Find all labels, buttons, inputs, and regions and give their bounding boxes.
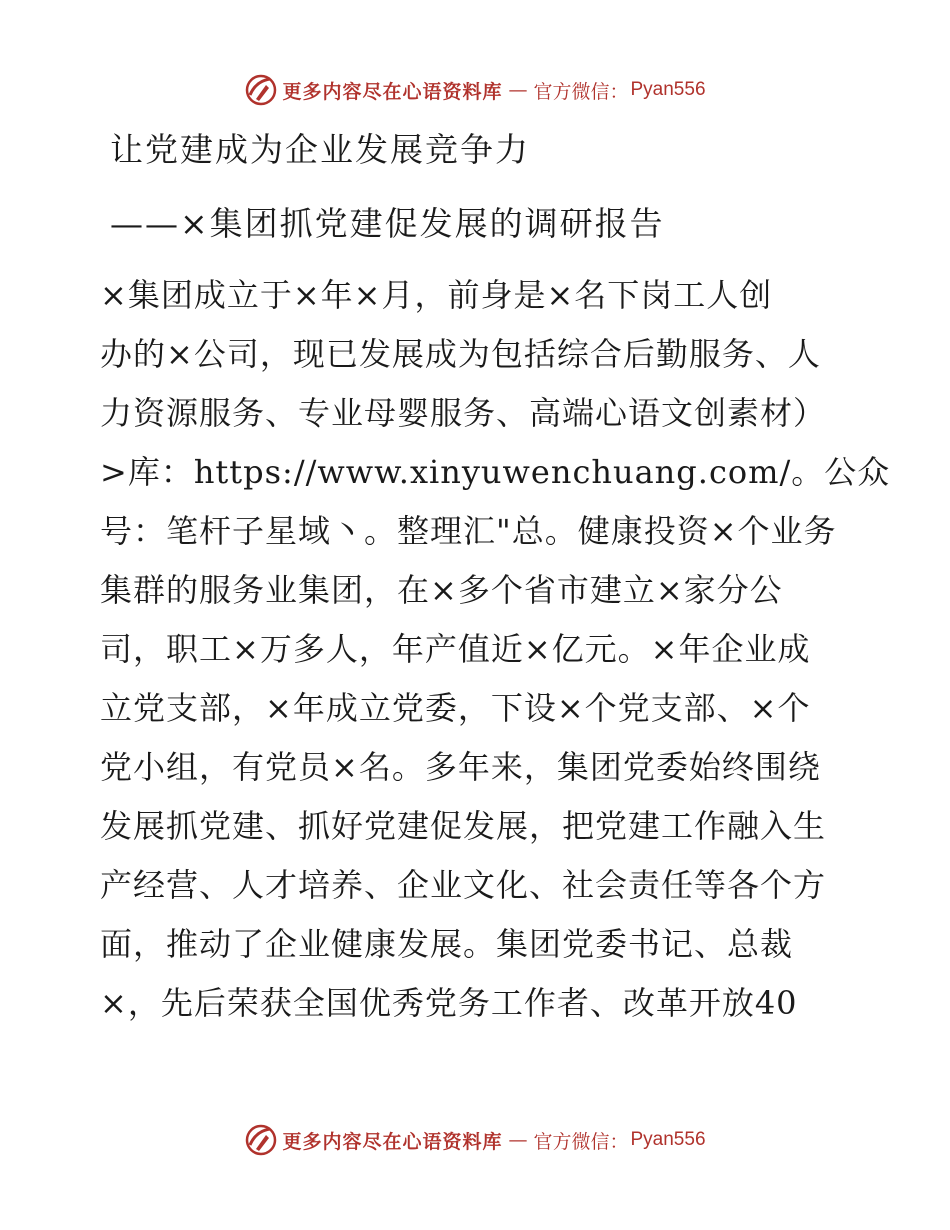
pen-logo-icon: [244, 73, 278, 107]
body-line: >库：https://www.xinyuwenchuang.com/。公众: [100, 453, 891, 491]
banner-dash: —: [508, 1129, 528, 1151]
body-line: 立党支部，×年成立党委，下设×个党支部、×个: [100, 689, 811, 727]
body-line: 号：笔杆子星域丶。整理汇"总。健康投资×个业务: [100, 512, 837, 550]
wechat-id: Pyan556: [630, 79, 706, 100]
body-line: 面，推动了企业健康发展。集团党委书记、总裁: [100, 925, 794, 963]
document-subtitle: ——×集团抓党建促发展的调研报告: [110, 204, 665, 243]
body-line: 办的×公司，现已发展成为包括综合后勤服务、人: [100, 335, 821, 373]
body-line: 产经营、人才培养、企业文化、社会责任等各个方: [100, 866, 827, 904]
pen-logo-icon: [244, 1123, 278, 1157]
body-line: 司，职工×万多人，年产值近×亿元。×年企业成: [100, 630, 811, 668]
body-line: 发展抓党建、抓好党建促发展，把党建工作融入生: [100, 807, 827, 845]
body-line: 集群的服务业集团，在×多个省市建立×家分公: [100, 571, 783, 609]
wechat-label: 官方微信：: [533, 1130, 629, 1153]
wechat-label: 官方微信：: [533, 80, 629, 103]
footer-banner: [0, 1120, 950, 1160]
body-line: ×集团成立于×年×月，前身是×名下岗工人创: [100, 276, 773, 314]
wechat-id: Pyan556: [630, 1129, 706, 1150]
document-title: 让党建成为企业发展竞争力: [110, 130, 530, 169]
body-line: 党小组，有党员×名。多年来，集团党委始终围绕: [100, 748, 821, 786]
body-line: 力资源服务、专业母婴服务、高端心语文创素材）: [100, 394, 827, 432]
site-slogan: 更多内容尽在心语资料库: [282, 1130, 503, 1153]
site-slogan: 更多内容尽在心语资料库: [282, 80, 503, 103]
body-line: ×，先后荣获全国优秀党务工作者、改革开放40: [100, 984, 798, 1022]
banner-dash: —: [508, 79, 528, 101]
header-banner: [0, 70, 950, 110]
